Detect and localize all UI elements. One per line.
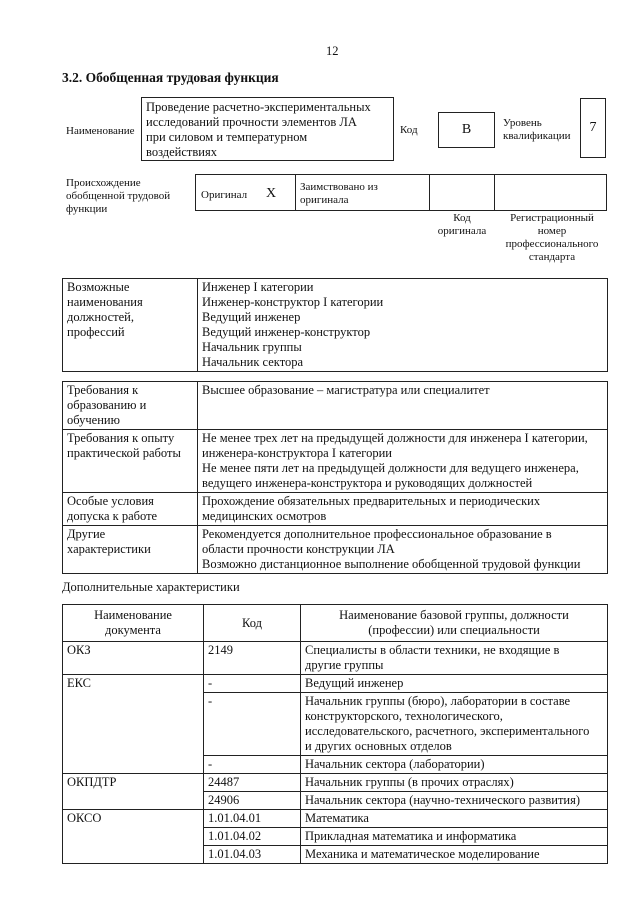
borrowed-label (300, 181, 378, 207)
header-name-line: (профессии) или специальности (368, 623, 540, 637)
requirement-value-line: Возможно дистанционное выполнение обобщенной трудовой функции (202, 557, 581, 571)
doc-cell: ОКЗ (63, 642, 204, 675)
function-name-line: Проведение расчетно-экспериментальных (146, 100, 371, 114)
code-label: Код (400, 124, 418, 136)
level-label-line: Уровень (503, 117, 542, 129)
doc-cell: ЕКС (63, 675, 204, 774)
name-cell (301, 774, 608, 792)
origin-label (66, 177, 170, 216)
origin-label-line: Происхождение (66, 177, 141, 189)
requirement-value-line: Не менее трех лет на предыдущей должности для инженера I категории, (202, 431, 588, 445)
table-row (63, 279, 608, 372)
positions-label-line: должностей, (67, 310, 134, 324)
table-row (63, 810, 608, 828)
reg-number-caption (496, 212, 608, 264)
function-name-line: воздействиях (146, 145, 217, 159)
original-mark: X (266, 186, 277, 201)
name-line: Математика (305, 811, 369, 825)
origin-box (195, 174, 607, 211)
caption-line: Регистрационный (510, 212, 594, 224)
code-value-box: B (438, 112, 495, 148)
function-name-line: исследований прочности элементов ЛА (146, 115, 357, 129)
positions-label-line: профессий (67, 325, 125, 339)
header-doc-line: Наименование (94, 608, 172, 622)
requirement-value-line: ведущего инженера-конструктора и руководящих должностей (202, 476, 533, 490)
table-row (63, 774, 608, 792)
requirement-label-line: образованию и (67, 398, 147, 412)
page-number: 12 (326, 44, 339, 58)
name-cell (301, 810, 608, 828)
table-header-row (63, 605, 608, 642)
requirement-label-line: Требования к (67, 383, 139, 397)
additional-title: Дополнительные характеристики (62, 580, 240, 594)
origin-divider (429, 174, 430, 211)
borrowed-label-line: Заимствовано из (300, 181, 378, 193)
requirement-value-cell (198, 430, 608, 493)
caption-line: номер (537, 225, 567, 237)
table-row (63, 675, 608, 693)
level-label (503, 117, 570, 143)
additional-table (62, 604, 608, 864)
requirement-label-line: обучению (67, 413, 120, 427)
name-line: Механика и математическое моделирование (305, 847, 540, 861)
name-cell (301, 693, 608, 756)
name-line: конструкторского, технологического, (305, 709, 503, 723)
level-value-box: 7 (580, 98, 606, 158)
code-cell: 1.01.04.01 (204, 810, 301, 828)
header-code: Код (204, 605, 301, 642)
origin-label-line: обобщенной трудовой (66, 190, 171, 202)
caption-line: Код (453, 212, 471, 224)
requirement-label-line: Другие (67, 527, 106, 541)
requirement-value-line: Прохождение обязательных предварительных и периодических (202, 494, 541, 508)
requirement-value-cell (198, 526, 608, 574)
name-line: Прикладная математика и информатика (305, 829, 517, 843)
requirement-label-line: характеристики (67, 542, 151, 556)
positions-label-cell (63, 279, 198, 372)
function-name-line: при силовом и температурном (146, 130, 308, 144)
origin-label-line: функции (66, 203, 108, 215)
name-line: и других основных отделов (305, 739, 452, 753)
position-item: Ведущий инженер (202, 310, 301, 324)
position-item: Начальник группы (202, 340, 302, 354)
code-cell: 24906 (204, 792, 301, 810)
name-cell (301, 846, 608, 864)
requirement-value-cell (198, 382, 608, 430)
requirements-table (62, 381, 608, 574)
name-cell (301, 828, 608, 846)
table-row (63, 430, 608, 493)
name-line: Начальник группы (бюро), лаборатории в составе (305, 694, 571, 708)
name-line: Специалисты в области техники, не входящие в (305, 643, 560, 657)
code-cell: 1.01.04.02 (204, 828, 301, 846)
name-line: Ведущий инженер (305, 676, 404, 690)
positions-label-line: наименования (67, 295, 143, 309)
code-original-caption (430, 212, 494, 238)
requirement-label-cell (63, 493, 198, 526)
table-row (63, 493, 608, 526)
requirement-value-line: Высшее образование – магистратура или специалитет (202, 383, 490, 397)
requirement-value-cell (198, 493, 608, 526)
name-line: другие группы (305, 658, 384, 672)
caption-line: оригинала (437, 225, 487, 237)
name-line: Начальник сектора (лаборатории) (305, 757, 485, 771)
code-cell: 24487 (204, 774, 301, 792)
requirement-value-line: инженера-конструктора I категории (202, 446, 392, 460)
table-row (63, 642, 608, 675)
requirement-label-cell (63, 430, 198, 493)
table-row (63, 526, 608, 574)
name-line: Начальник группы (в прочих отраслях) (305, 775, 514, 789)
positions-label-line: Возможные (67, 280, 130, 294)
requirement-label-line: практической работы (67, 446, 181, 460)
caption-line: профессионального (505, 238, 599, 250)
name-cell (301, 756, 608, 774)
doc-cell: ОКСО (63, 810, 204, 864)
requirement-value-line: области прочности конструкции ЛА (202, 542, 395, 556)
code-cell: - (204, 675, 301, 693)
code-cell: - (204, 756, 301, 774)
header-name-line: Наименование базовой группы, должности (339, 608, 569, 622)
header-doc (63, 605, 204, 642)
position-item: Инженер-конструктор I категории (202, 295, 384, 309)
table-row (63, 382, 608, 430)
function-name-box (141, 97, 394, 161)
requirement-label-line: допуска к работе (67, 509, 158, 523)
positions-table (62, 278, 608, 372)
header-name (301, 605, 608, 642)
borrowed-label-line: оригинала (300, 194, 349, 206)
name-label: Наименование (66, 125, 135, 137)
requirement-value-line: Рекомендуется дополнительное профессиональное образование в (202, 527, 552, 541)
name-cell (301, 675, 608, 693)
code-cell: 2149 (204, 642, 301, 675)
name-cell (301, 642, 608, 675)
requirement-label-line: Особые условия (67, 494, 154, 508)
original-label: Оригинал (201, 189, 248, 201)
name-line: исследовательского, расчетного, экспериментального (305, 724, 590, 738)
requirement-label-cell (63, 382, 198, 430)
requirement-label-cell (63, 526, 198, 574)
section-title: 3.2. Обобщенная трудовая функция (62, 70, 279, 85)
requirement-label-line: Требования к опыту (67, 431, 175, 445)
position-item: Начальник сектора (202, 355, 304, 369)
requirement-value-line: медицинских осмотров (202, 509, 327, 523)
caption-line: стандарта (528, 251, 576, 263)
code-cell: 1.01.04.03 (204, 846, 301, 864)
code-cell: - (204, 693, 301, 756)
header-doc-line: документа (105, 623, 161, 637)
doc-cell: ОКПДТР (63, 774, 204, 810)
requirement-value-line: Не менее пяти лет на предыдущей должности для ведущего инженера, (202, 461, 579, 475)
name-cell (301, 792, 608, 810)
positions-list-cell (198, 279, 608, 372)
origin-divider (494, 174, 495, 211)
origin-divider (295, 174, 296, 211)
position-item: Ведущий инженер-конструктор (202, 325, 371, 339)
position-item: Инженер I категории (202, 280, 314, 294)
level-label-line: квалификации (503, 130, 571, 142)
name-line: Начальник сектора (научно-технического развития) (305, 793, 581, 807)
